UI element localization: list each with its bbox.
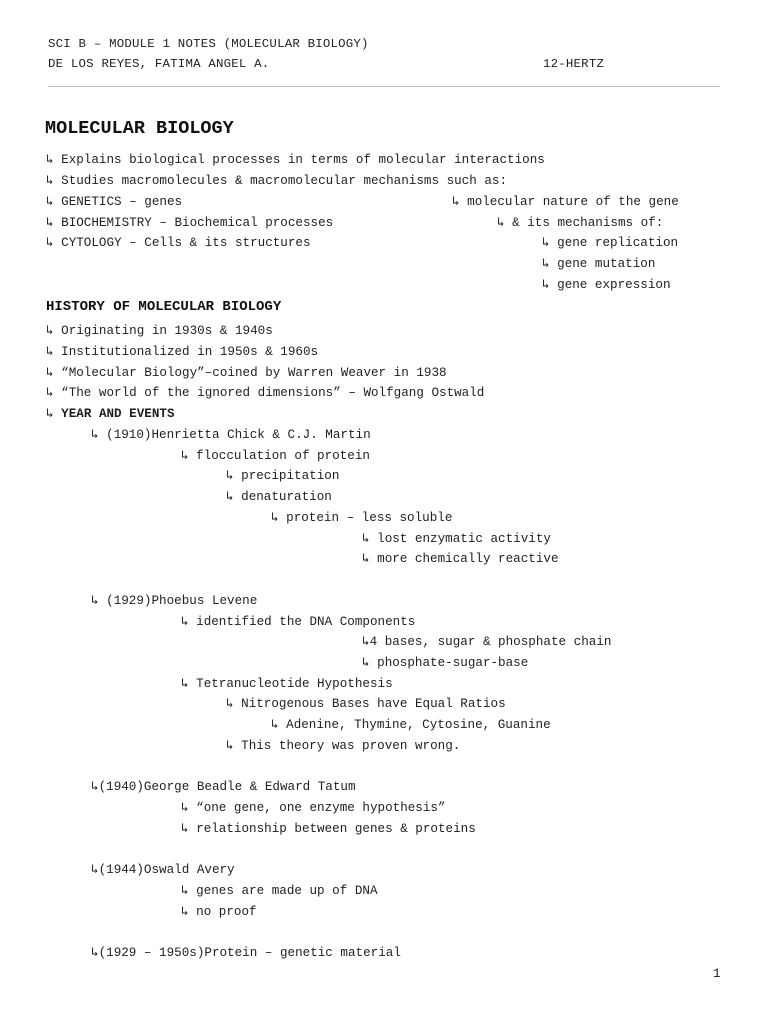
header-divider: [48, 86, 720, 87]
intro-molecular-nature: ↳ molecular nature of the gene: [452, 195, 679, 209]
event-detail: ↳ more chemically reactive: [362, 552, 559, 566]
event-detail: ↳ This theory was proven wrong.: [226, 739, 461, 753]
event-detail: ↳ Nitrogenous Bases have Equal Ratios: [226, 697, 506, 711]
event-detail: ↳ phosphate-sugar-base: [362, 656, 529, 670]
event-detail: ↳ precipitation: [226, 469, 340, 483]
history-line: ↳ “The world of the ignored dimensions” – Wolfgang Ostwald: [46, 386, 485, 400]
event-detail: ↳ relationship between genes & proteins: [181, 822, 476, 836]
event-detail: ↳ lost enzymatic activity: [362, 532, 551, 546]
history-line: ↳ Institutionalized in 1950s & 1960s: [46, 345, 319, 359]
intro-gene-expression: ↳ gene expression: [542, 278, 671, 292]
section-name: 12-HERTZ: [543, 57, 605, 71]
intro-genetics: ↳ GENETICS – genes: [46, 195, 183, 209]
arrow-glyph: ↳: [46, 407, 54, 421]
event-detail: ↳ “one gene, one enzyme hypothesis”: [181, 801, 446, 815]
event-detail: ↳ Adenine, Thymine, Cytosine, Guanine: [271, 718, 551, 732]
intro-biochemistry: ↳ BIOCHEMISTRY – Biochemical processes: [46, 216, 334, 230]
intro-gene-replication: ↳ gene replication: [542, 236, 679, 250]
event-detail: ↳ protein – less soluble: [271, 511, 453, 525]
intro-cytology: ↳ CYTOLOGY – Cells & its structures: [46, 236, 311, 250]
year-events-heading: [46, 406, 175, 422]
intro-mechanisms: ↳ & its mechanisms of:: [497, 216, 664, 230]
event-1910: ↳ (1910)Henrietta Chick & C.J. Martin: [91, 428, 371, 442]
event-1944: ↳(1944)Oswald Avery: [91, 863, 235, 877]
intro-line: ↳ Explains biological processes in terms of molecular interactions: [46, 153, 545, 167]
intro-line: ↳ Studies macromolecules & macromolecular mechanisms such as:: [46, 174, 508, 188]
page-number: 1: [713, 967, 721, 981]
year-events-label: YEAR AND EVENTS: [61, 407, 175, 421]
event-1950s: ↳(1929 – 1950s)Protein – genetic material: [91, 946, 401, 960]
event-detail: ↳ genes are made up of DNA: [181, 884, 378, 898]
event-detail: ↳ identified the DNA Components: [181, 615, 416, 629]
event-1940: ↳(1940)George Beadle & Edward Tatum: [91, 780, 356, 794]
history-line: ↳ “Molecular Biology”–coined by Warren Weaver in 1938: [46, 366, 447, 380]
page-title: MOLECULAR BIOLOGY: [45, 118, 234, 139]
event-detail: ↳4 bases, sugar & phosphate chain: [362, 635, 612, 649]
event-detail: ↳ Tetranucleotide Hypothesis: [181, 677, 393, 691]
event-1929: ↳ (1929)Phoebus Levene: [91, 594, 258, 608]
intro-gene-mutation: ↳ gene mutation: [542, 257, 656, 271]
course-header: SCI B – MODULE 1 NOTES (MOLECULAR BIOLOGY): [48, 37, 369, 51]
history-line: ↳ Originating in 1930s & 1940s: [46, 324, 273, 338]
event-detail: ↳ flocculation of protein: [181, 449, 370, 463]
author-name: DE LOS REYES, FATIMA ANGEL A.: [48, 57, 270, 71]
history-heading: HISTORY OF MOLECULAR BIOLOGY: [46, 299, 282, 315]
event-detail: ↳ denaturation: [226, 490, 332, 504]
event-detail: ↳ no proof: [181, 905, 257, 919]
